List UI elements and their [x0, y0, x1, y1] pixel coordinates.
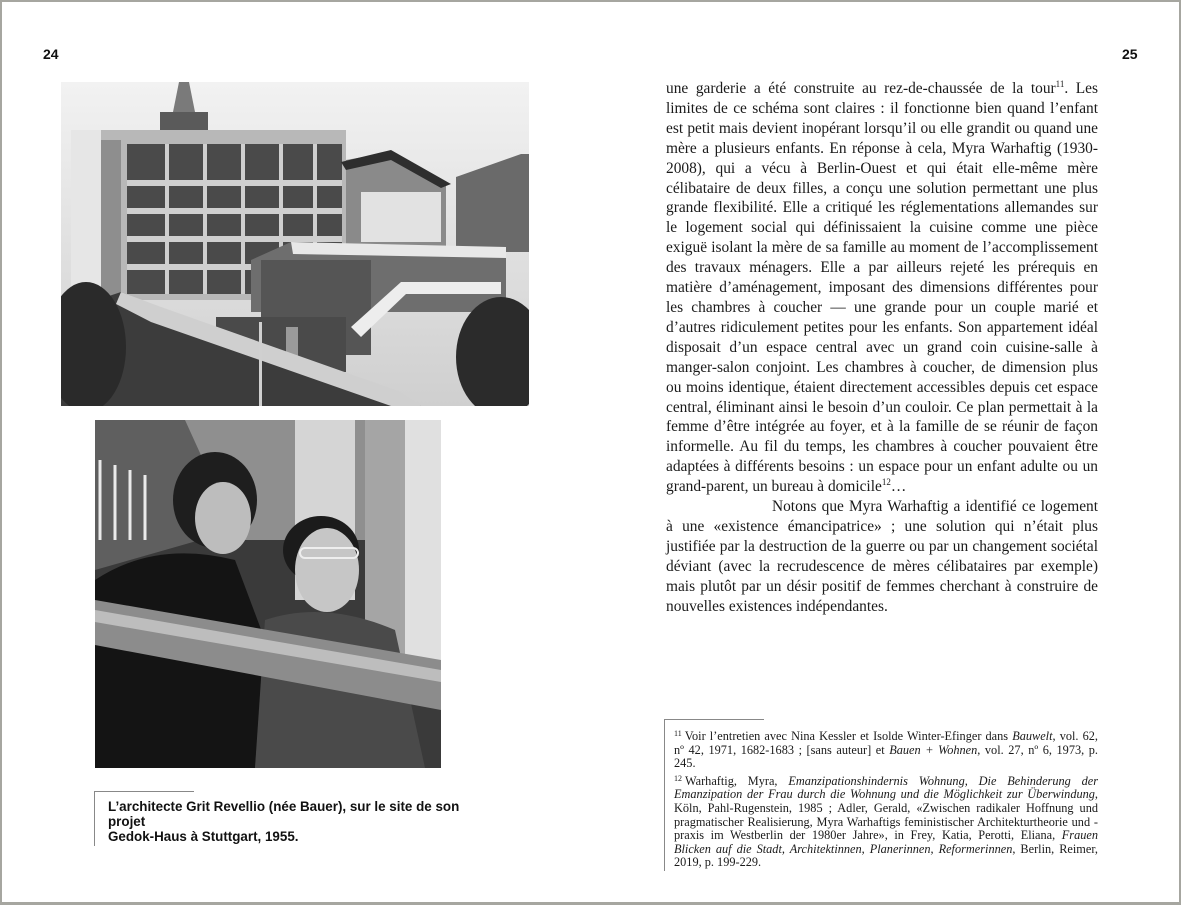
footnote-text: Warhaftig, Myra,: [685, 773, 789, 788]
footnote-title: Bauen + Wohnen: [889, 742, 978, 757]
paragraph-2: Notons que Myra Warhaftig a identifié ce logement à une «existence émancipatrice» ; une solution qui n’était plus justifiée par la destruction de la guerre ou par un changement sociétal déviant (avec la recrudescence de mères célibataires par exemple) mais plutôt par un désir positif de femmes cherchant à construire de nouvelles existences indépendantes.: [666, 498, 1098, 615]
page-number-right: 25: [1122, 46, 1138, 62]
footnote-title: Emanzipationshindernis Wohnung, Die Behinderung der Emanzipation der Frau durch die Wohnung und die Möglichkeit zur Überwindung: [674, 773, 1098, 802]
footnote-text: Voir l’entretien avec Nina Kessler et Isolde Winter-Efinger dans: [684, 729, 1013, 743]
footnote-text: , vol. 27, nº 6, 1973, p. 245.: [674, 742, 1098, 771]
footnote-title: Bauwelt: [1012, 729, 1053, 743]
footnote-title: Frauen Blicken auf die Stadt, Architektinnen, Planerinnen, Reformerinnen: [674, 828, 1098, 856]
photo-gedok-haus-building: [61, 82, 529, 406]
footnote-number: 12: [674, 773, 682, 783]
main-text: [666, 79, 1098, 616]
paragraph-1-text-c: …: [890, 478, 907, 496]
page-number-left: 24: [43, 46, 59, 62]
footnote-ref-11[interactable]: 11: [1055, 79, 1065, 89]
photo-grit-revellio-portrait: [95, 420, 441, 768]
caption-line-2: Gedok-Haus à Stuttgart, 1955.: [108, 829, 299, 844]
caption-line-1: L’architecte Grit Revellio (née Bauer), sur le site de son projet: [108, 799, 460, 829]
photo-caption: [94, 791, 474, 846]
footnote-12: [674, 772, 1098, 870]
footnote-number: 11: [674, 729, 682, 738]
footnote-text: , Köln, Pahl-Rugenstein, 1985 ; Adler, Gerald, «Zwischen radikaler Hoffnung und pragmatischer Realisierung, Myra Warhaftigs feministischer Architekturtheorie und -praxis im Westberlin der 1980er Jahre», in Frey, Katia, Perotti, Eliana,: [674, 787, 1098, 843]
paragraph-1: [666, 79, 1098, 497]
footnote-11: [674, 727, 1098, 771]
footnotes: [664, 719, 1098, 871]
footnote-text: , vol. 62, nº 42, 1971, 1682-1683 ; [sans auteur] et: [674, 729, 1098, 757]
footnote-text: , Berlin, Reimer, 2019, p. 199-229.: [674, 841, 1098, 870]
paragraph-1-text-a: une garderie a été construite au rez-de-chaussée de la tour: [666, 80, 1056, 97]
paragraph-1-text-b: . Les limites de ce schéma sont claires : il fonctionne bien quand l’enfant est petit mais devient inopérant lorsqu’il ou elle grandit ou quand une mère a plusieurs enfants. En réponse à cela, Myra Warhaftig (1930-2008), qui a vécu à Berlin-Ouest et qui était elle-même mère célibataire de deux filles, a conçu une solution permettant une plus grande flexibilité. Elle a critiqué les réglementations allemandes sur le logement social qui définissaient la cuisine comme une pièce exiguë isolant la mère de sa famille au moment de l’accomplissement des travaux ménagers. Elle a par ailleurs rejeté les prérequis en matière d’aménagement, imposant des dimensions différentes pour les chambres à coucher — une grande pour un couple marié et d’autres ridiculement petites pour les enfants. Son appartement idéal disposait d’un espace central avec un grand coin cuisine-salle à manger-salon conjoint. Les chambres à coucher, de dimension plus ou moins identique, étaient directement accessibles depuis cet espace central, éliminant ainsi le besoin d’un couloir. Ce plan permettait à la femme d’être intégrée au foyer, et à la famille de se réunir de façon informelle. Au fil du temps, les chambres à coucher pouvaient être adaptées à différents besoins : un espace pour un enfant adulte ou un grand-parent, un bureau à domicile: [666, 80, 1098, 496]
footnote-ref-12[interactable]: 12: [881, 477, 891, 488]
